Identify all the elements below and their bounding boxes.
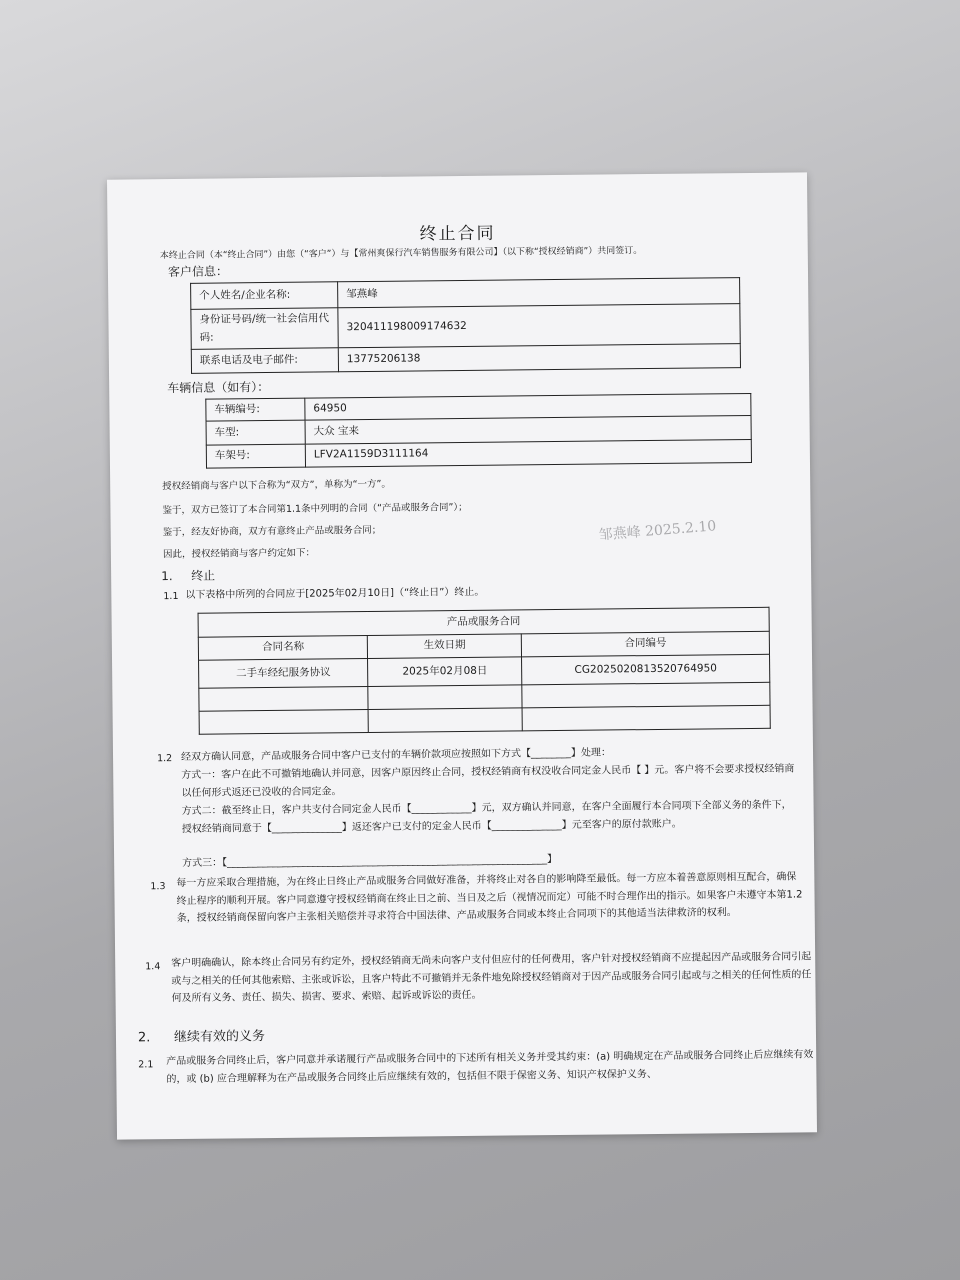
vehicle-number-value: 64950 xyxy=(305,393,751,420)
cell-empty xyxy=(368,685,522,710)
section-2-number: 2. xyxy=(137,1030,151,1046)
vehicle-info-table xyxy=(205,393,752,468)
cell-empty xyxy=(199,686,369,711)
intro-text: 本终止合同（本“终止合同”）由您（“客户”）与【常州爽保行汽车销售服务有限公司】（以下称“授权经销商”）共同签订。 xyxy=(159,246,643,262)
contract-table xyxy=(198,607,771,735)
customer-info-table xyxy=(190,277,741,374)
section-1-number: 1. xyxy=(161,569,173,584)
clause-1-2-option-2: 方式二：截至终止日，客户共支付合同定金人民币【____________】元，双方确认并同意，在客户全面履行本合同项下全部义务的条件下，授权经销商同意于【______________】返还客户已支付的定金人民币【______________】元至客户的原付款账户。 xyxy=(181,799,792,835)
customer-id-label: 身份证号码/统一社会信用代码: xyxy=(191,308,338,350)
vehicle-model-label: 车型: xyxy=(206,420,305,445)
vehicle-number-label: 车辆编号: xyxy=(206,398,305,421)
cell-contract-number: CG20250208135207649​50 xyxy=(522,654,770,685)
cell-contract-name: 二手车经纪服务协议 xyxy=(199,658,369,688)
customer-id-value: 320411198009174632 xyxy=(338,304,740,348)
cell-effective-date: 2025年02月08日 xyxy=(368,657,522,687)
customer-name-value: 邹燕峰 xyxy=(338,278,740,308)
clause-2-1-text: 产品或服务合同终止后，客户同意并承诺履行产品或服务合同中的下述所有相关义务并受其约束：(a) 明确规定在产品或服务合同终止后应继续有效的，或 (b) 应合理解释为在产品或服务合同终止后应继续有效的，包括但不限于保密义务、知识产权保护义务、 xyxy=(166,1049,814,1085)
cell-empty xyxy=(199,709,369,734)
clause-1-1-text: 以下表格中所列的合同应于[2025年02月10日]（“终止日”）终止。 xyxy=(185,586,485,601)
cell-empty xyxy=(368,708,522,733)
clause-1-2-option-1: 方式一：客户在此不可撤销地确认并同意，因客户原因终止合同，授权经销商有权没收合同定金人民币【 】元。客户将不会要求授权经销商以任何形式返还已没收的合同定金。 xyxy=(181,763,795,799)
document-title: 终止合同 xyxy=(419,223,496,245)
table-row xyxy=(199,705,770,734)
clause-1-3-number: 1.3 xyxy=(150,881,166,893)
customer-info-label: 客户信息： xyxy=(167,264,229,280)
clause-1-2-lead: 经双方确认同意，产品或服务合同中客户已支付的车辆价款项应按照如下方式【________】处理： xyxy=(180,747,612,763)
header-effective-date: 生效日期 xyxy=(368,634,522,659)
cell-empty xyxy=(522,705,770,731)
handwritten-signature: 邹燕峰 2025.2.10 xyxy=(598,518,717,544)
clause-2-1-number: 2.1 xyxy=(138,1059,154,1071)
section-1-heading: 终止 xyxy=(191,568,216,583)
customer-contact-label: 联系电话及电子邮件: xyxy=(191,348,338,374)
clause-1-4-number: 1.4 xyxy=(145,961,161,973)
contract-paper xyxy=(107,172,817,1139)
clause-1-4-text: 客户明确确认，除本终止合同另有约定外，授权经销商无尚未向客户支付但应付的任何费用，客户针对授权经销商不应提起因产品或服务合同引起或与之相关的任何其他索赔、主张或诉讼，且客户特此不可撤销并无条件地免除授权经销商对于因产品或服务合同引起或与之相关的任何性质的任何及所有义务、责任、损失、损害、要求、索赔、起诉或诉讼的责任。 xyxy=(171,951,812,1005)
clause-1-1-number: 1.1 xyxy=(163,590,179,603)
vehicle-vin-value: LFV2A1159D3111164 xyxy=(305,440,751,467)
recital-2: 鉴于，双方已签订了本合同第1.1条中列明的合同（“产品或服务合同”）； xyxy=(162,501,468,517)
customer-contact-value: 13775206138 xyxy=(338,344,740,372)
clause-1-2-number: 1.2 xyxy=(157,753,173,765)
recital-4: 因此，授权经销商与客户约定如下： xyxy=(162,547,315,561)
clause-1-3-text: 每一方应采取合理措施，为在终止日终止产品或服务合同做好准备，并将终止对各自的影响降至最低。每一方应本着善意原则相互配合，确保终止程序的顺利开展。客户同意遵守授权经销商在终止日之前、当日及之后（视情况而定）可能不时合理作出的指示。如果客户未遵守本第1.2条，授权经销商保留向客户主张相关赔偿并寻求符合中国法律、产品或服务合同或本终止合同项下的其他适当法律救济的权利。 xyxy=(176,871,803,925)
header-contract-name: 合同名称 xyxy=(198,635,368,660)
table-row xyxy=(191,304,740,350)
customer-name-label: 个人姓名/企业名称: xyxy=(191,282,338,310)
vehicle-model-value: 大众 宝来 xyxy=(305,416,751,445)
cell-empty xyxy=(522,682,770,708)
section-2-heading: 继续有效的义务 xyxy=(173,1029,266,1046)
clause-1-2-option-3: 方式三：【________________________________________________________________】 xyxy=(182,854,558,869)
table-row xyxy=(206,440,751,468)
table-row xyxy=(191,344,740,374)
recital-3: 鉴于，经友好协商，双方有意终止产品或服务合同； xyxy=(162,524,382,539)
vehicle-info-label: 车辆信息（如有）： xyxy=(167,380,270,396)
header-contract-number: 合同编号 xyxy=(521,631,769,657)
vehicle-vin-label: 车架号: xyxy=(206,444,305,467)
recital-1: 授权经销商与客户以下合称为“双方”，单称为“一方”。 xyxy=(162,478,391,493)
contract-table-caption: 产品或服务合同 xyxy=(198,607,769,637)
